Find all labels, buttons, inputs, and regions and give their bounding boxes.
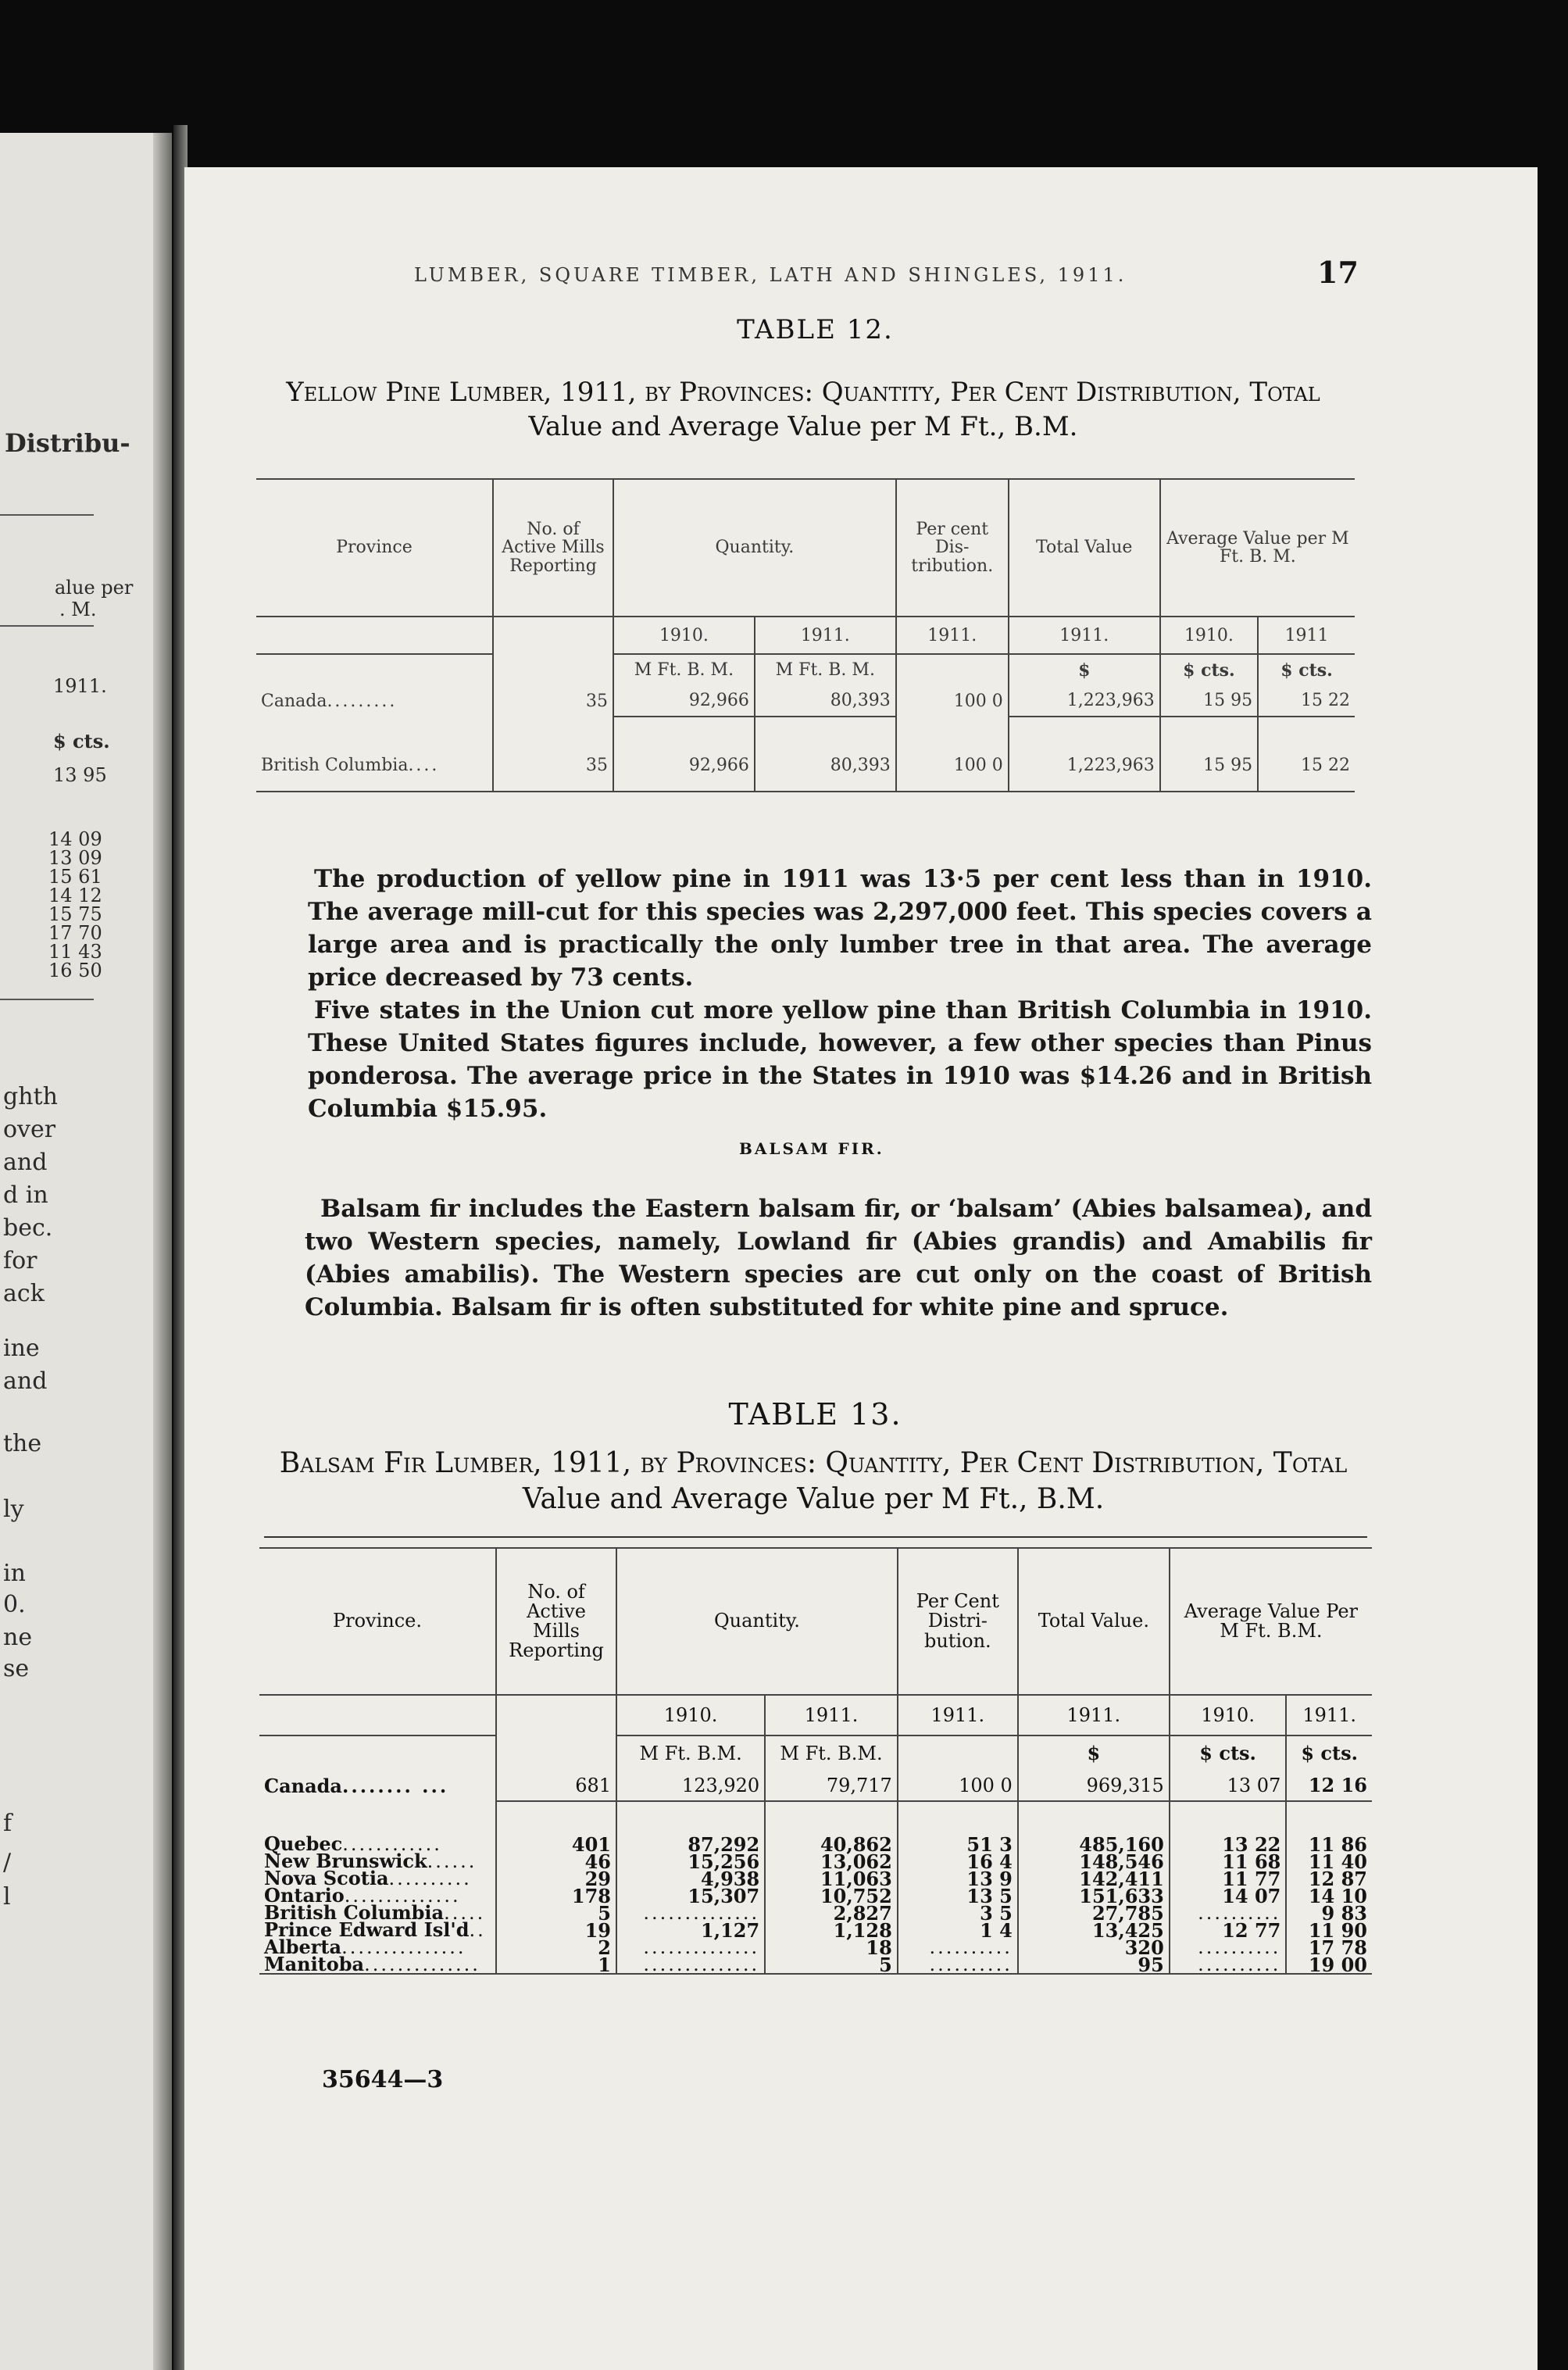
t13-cell-a1911: 19 00: [1286, 1956, 1372, 1974]
t13-province-name: Quebec: [264, 1832, 343, 1855]
t13-cell-q1911: 5: [765, 1956, 898, 1974]
t13-cell-total: 27,785: [1018, 1904, 1170, 1921]
t13-cell-pct: 13 9: [898, 1870, 1018, 1887]
t12-spacer: [493, 717, 613, 740]
t13-cell-province: Prince Edward Isl'd..: [264, 1918, 486, 1941]
t13-cell-a1910: 11 77: [1170, 1870, 1287, 1887]
left-value: 17 70: [48, 922, 102, 944]
left-unit: $ cts.: [53, 730, 110, 752]
t13-cell-pct: 13 5: [898, 1887, 1018, 1904]
t13-cell-pct: ..........: [898, 1956, 1018, 1974]
t12-cell-province: Canada.........: [261, 691, 398, 711]
t13-unit-a1910: $ cts.: [1170, 1735, 1287, 1770]
t12-spacer: [1258, 717, 1355, 740]
t12-unit-q1910: M Ft. B. M.: [613, 654, 755, 685]
t12-cell-mills: 35: [493, 685, 613, 717]
t13-cell-pct: ..........: [898, 1939, 1018, 1956]
t13-cell-q1910: ..............: [616, 1939, 765, 1956]
left-text-fragment: for: [3, 1247, 38, 1274]
t12-cell-total: 1,223,963: [1009, 685, 1160, 717]
left-text-fragment: se: [3, 1655, 30, 1682]
t12-spacer: [256, 717, 493, 740]
yellow-pine-paragraph-2: Five states in the Union cut more yellow pine than British Columbia in 1910. These United States figures include, however, a few other species than Pinus ponderosa. The average price in the States in 1910 was $14.26 and in British Columbia $15.95.: [308, 996, 1372, 1123]
left-text-fragment: ine: [3, 1335, 40, 1362]
left-text-fragment: 0.: [3, 1591, 26, 1618]
table13: [259, 1547, 1372, 1975]
t13-head-quantity: Quantity.: [616, 1548, 898, 1695]
left-year: 1911.: [53, 675, 107, 697]
t12-cell-q1910: 92,966: [613, 685, 755, 717]
left-rule: [0, 999, 94, 1000]
left-text-fragment: /: [3, 1849, 12, 1876]
t13-province-name: Alberta: [264, 1936, 342, 1958]
t13-unit-total: $: [1018, 1735, 1170, 1770]
t12-empty: [493, 617, 613, 654]
t12-cell-a1910: 15 95: [1160, 685, 1258, 717]
left-text-fragment: and: [3, 1367, 48, 1395]
t13-empty: [496, 1735, 616, 1770]
t13-spacer: [1286, 1801, 1372, 1836]
left-text-fragment: d in: [3, 1181, 48, 1209]
t13-cell-total: 148,546: [1018, 1853, 1170, 1870]
t13-cell-mills: 2: [496, 1939, 616, 1956]
t13-year-p1911: 1911.: [898, 1695, 1018, 1735]
t12-year-q1910: 1910.: [613, 617, 755, 654]
t12-head-avg-value: Average Value per M Ft. B. M.: [1160, 479, 1355, 617]
left-value: 15 75: [48, 903, 102, 925]
left-text-fragment: and: [3, 1149, 48, 1176]
t12-head-mills: No. of Active Mills Reporting: [493, 479, 613, 617]
t12-empty: [256, 617, 493, 654]
left-text-fragment: ack: [3, 1280, 45, 1307]
t13-empty: [259, 1735, 496, 1770]
t13-head-province: Province.: [332, 1610, 423, 1632]
t13-unit-a1911: $ cts.: [1286, 1735, 1372, 1770]
table13-caption-line2: Value and Average Value per M Ft., B.M.: [522, 1483, 1105, 1515]
table12-title: TABLE 12.: [737, 314, 894, 345]
t12-unit-a1910: $ cts.: [1160, 654, 1258, 685]
t13-cell-pct: 3 5: [898, 1904, 1018, 1921]
t13-cell-province: Alberta...............: [264, 1936, 466, 1958]
left-text-fragment: over: [3, 1116, 56, 1143]
t12-empty: [493, 654, 613, 685]
t13-year-q1910: 1910.: [616, 1695, 765, 1735]
left-text-fragment: f: [3, 1810, 13, 1837]
t13-cell-total: 320: [1018, 1939, 1170, 1956]
t12-province-name: British Columbia: [261, 756, 409, 775]
t13-spacer: [765, 1801, 898, 1836]
t13-year-t1911: 1911.: [1018, 1695, 1170, 1735]
t12-cell-a1910: 15 95: [1160, 740, 1258, 792]
t13-head-avg-value: Average Value Per M Ft. B.M.: [1170, 1548, 1372, 1695]
page-number: 17: [1317, 255, 1359, 290]
t13-cell-q1910: 123,920: [616, 1770, 765, 1801]
t13-cell-q1910: 15,307: [616, 1887, 765, 1904]
t12-unit-total: $: [1009, 654, 1160, 685]
left-value: 13 09: [48, 847, 102, 869]
t13-spacer: [616, 1801, 765, 1836]
left-value: 11 43: [48, 941, 102, 963]
t13-province-name: Canada: [264, 1774, 342, 1797]
t13-head-percent: Per Cent Distri-bution.: [898, 1548, 1018, 1695]
table-row: [259, 1956, 1372, 1974]
t13-cell-pct: 1 4: [898, 1921, 1018, 1939]
t12-cell-pct: 100 0: [896, 685, 1009, 717]
t13-cell-total: 95: [1018, 1956, 1170, 1974]
t13-cell-a1911: 12 87: [1286, 1870, 1372, 1887]
left-page-fragment: [0, 133, 172, 2370]
left-value: 13 95: [53, 764, 107, 786]
left-rule: [0, 625, 94, 627]
balsam-paragraph: Balsam fir includes the Eastern balsam fir, or ‘balsam’ (Abies balsamea), and two Western species, namely, Lowland fir (Abies grandis) and Amabilis fir (Abies amabilis). The Western species are cut only on the coast of British Columbia. Balsam fir is often substituted for white pine and spruce.: [305, 1195, 1372, 1321]
left-value: 16 50: [48, 960, 102, 981]
t13-cell-a1910: 13 07: [1170, 1770, 1287, 1801]
left-text-fragment: in: [3, 1560, 26, 1587]
t13-cell-q1910: 15,256: [616, 1853, 765, 1870]
t13-cell-q1911: 79,717: [765, 1770, 898, 1801]
t13-cell-a1910: 12 77: [1170, 1921, 1287, 1939]
left-fragment-distribu: Distribu-: [5, 428, 130, 458]
t12-unit-q1911: M Ft. B. M.: [755, 654, 896, 685]
t13-cell-q1911: 10,752: [765, 1887, 898, 1904]
t13-empty: [898, 1735, 1018, 1770]
t13-cell-pct: 16 4: [898, 1853, 1018, 1870]
left-text-fragment: bec.: [3, 1214, 53, 1242]
table12-caption-line2: Value and Average Value per M Ft., B.M.: [528, 411, 1078, 442]
t12-year-a1911: 1911: [1258, 617, 1355, 654]
t13-cell-mills: 178: [496, 1887, 616, 1904]
left-header-fragment-2: . M.: [59, 599, 97, 620]
t13-province-name: Nova Scotia: [264, 1867, 389, 1889]
t13-cell-mills: 681: [496, 1770, 616, 1801]
t13-cell-a1910: 13 22: [1170, 1836, 1287, 1853]
t13-cell-q1911: 2,827: [765, 1904, 898, 1921]
t12-head-province: Province: [336, 538, 413, 558]
t12-year-a1910: 1910.: [1160, 617, 1258, 654]
t12-empty: [896, 654, 1009, 685]
t13-cell-mills: 19: [496, 1921, 616, 1939]
t12-spacer: [896, 717, 1009, 740]
left-text-fragment: the: [3, 1430, 42, 1457]
t13-empty: [496, 1695, 616, 1735]
table-row: [259, 1770, 1372, 1801]
t13-head-mills: No. of Active Mills Reporting: [496, 1548, 616, 1695]
t13-spacer: [496, 1801, 616, 1836]
t12-cell-total: 1,223,963: [1009, 740, 1160, 792]
t12-head-quantity: Quantity.: [613, 479, 896, 617]
t13-cell-q1911: 1,128: [765, 1921, 898, 1939]
left-text-fragment: ne: [3, 1624, 33, 1651]
left-header-fragment-1: alue per: [55, 577, 134, 599]
t13-cell-total: 485,160: [1018, 1836, 1170, 1853]
t13-cell-mills: 46: [496, 1853, 616, 1870]
table13-title: TABLE 13.: [728, 1397, 902, 1432]
left-value: 14 12: [48, 885, 102, 906]
t13-cell-q1911: 40,862: [765, 1836, 898, 1853]
t12-year-t1911: 1911.: [1009, 617, 1160, 654]
t13-head-total-value: Total Value.: [1018, 1548, 1170, 1695]
t12-cell-province: British Columbia....: [261, 756, 440, 775]
t13-cell-a1910: ..........: [1170, 1956, 1287, 1974]
balsam-heading: BALSAM FIR.: [739, 1139, 884, 1158]
t13-cell-total: 142,411: [1018, 1870, 1170, 1887]
t12-spacer: [1009, 717, 1160, 740]
t13-unit-q1910: M Ft. B.M.: [616, 1735, 765, 1770]
t13-cell-q1911: 18: [765, 1939, 898, 1956]
t12-spacer: [1160, 717, 1258, 740]
t12-year-q1911: 1911.: [755, 617, 896, 654]
yellow-pine-text: [308, 863, 1372, 1125]
t13-cell-province: Canada........ ...: [264, 1774, 449, 1797]
t12-cell-a1911: 15 22: [1258, 685, 1355, 717]
table12: [256, 478, 1355, 792]
t13-cell-pct: 100 0: [898, 1770, 1018, 1801]
t13-unit-q1911: M Ft. B.M.: [765, 1735, 898, 1770]
table13-top-rule: [264, 1536, 1367, 1538]
t13-cell-a1910: ..........: [1170, 1904, 1287, 1921]
t12-cell-mills: 35: [493, 740, 613, 792]
t13-cell-q1910: 87,292: [616, 1836, 765, 1853]
t13-province-name: Manitoba: [264, 1953, 365, 1975]
t13-cell-total: 151,633: [1018, 1887, 1170, 1904]
t13-spacer: [1018, 1801, 1170, 1836]
t13-cell-province: New Brunswick......: [264, 1850, 477, 1872]
t13-cell-q1911: 13,062: [765, 1853, 898, 1870]
t13-cell-a1911: 11 40: [1286, 1853, 1372, 1870]
t13-year-a1911: 1911.: [1286, 1695, 1372, 1735]
t12-cell-pct: 100 0: [896, 740, 1009, 792]
t13-province-name: New Brunswick: [264, 1850, 427, 1872]
t13-cell-q1910: 1,127: [616, 1921, 765, 1939]
t13-cell-province: Manitoba..............: [264, 1953, 480, 1975]
t13-cell-total: 969,315: [1018, 1770, 1170, 1801]
balsam-text: [305, 1192, 1372, 1324]
t12-spacer: [613, 717, 755, 740]
left-text-fragment: ghth: [3, 1083, 58, 1110]
t13-cell-a1911: 11 86: [1286, 1836, 1372, 1853]
left-text-fragment: ly: [3, 1496, 24, 1523]
table12-caption-line1: Yellow Pine Lumber, 1911, by Provinces: Quantity, Per Cent Distribution, Total: [286, 377, 1320, 408]
footer-code: 35644—3: [322, 2066, 444, 2093]
t13-cell-province: Quebec............: [264, 1832, 442, 1855]
t13-cell-a1911: 17 78: [1286, 1939, 1372, 1956]
t13-cell-pct: 51 3: [898, 1836, 1018, 1853]
t13-year-a1910: 1910.: [1170, 1695, 1287, 1735]
t12-cell-q1911: 80,393: [755, 685, 896, 717]
t13-cell-a1910: 11 68: [1170, 1853, 1287, 1870]
t13-cell-mills: 401: [496, 1836, 616, 1853]
left-binding-shadow: [153, 133, 172, 2370]
t12-empty: [256, 654, 493, 685]
t13-empty: [259, 1695, 496, 1735]
t13-cell-mills: 1: [496, 1956, 616, 1974]
t13-cell-province: Ontario..............: [264, 1884, 461, 1907]
t13-cell-q1910: 4,938: [616, 1870, 765, 1887]
t13-province-name: Prince Edward Isl'd: [264, 1918, 470, 1941]
t12-head-total-value: Total Value: [1009, 479, 1160, 617]
t13-cell-mills: 29: [496, 1870, 616, 1887]
left-rule: [0, 514, 94, 516]
left-value: 14 09: [48, 828, 102, 850]
left-value: 15 61: [48, 866, 102, 888]
t13-cell-province: Nova Scotia..........: [264, 1867, 472, 1889]
t13-spacer: [259, 1801, 496, 1836]
t12-cell-a1911: 15 22: [1258, 740, 1355, 792]
t13-cell-a1911: 14 10: [1286, 1887, 1372, 1904]
t13-province-name: Ontario: [264, 1884, 345, 1907]
t12-year-p1911: 1911.: [896, 617, 1009, 654]
t13-cell-total: 13,425: [1018, 1921, 1170, 1939]
t12-unit-a1911: $ cts.: [1258, 654, 1355, 685]
table-row: [256, 685, 1355, 717]
t12-head-percent: Per cent Dis-tribution.: [896, 479, 1009, 617]
t13-cell-q1910: ..............: [616, 1904, 765, 1921]
t13-cell-mills: 5: [496, 1904, 616, 1921]
t13-year-q1911: 1911.: [765, 1695, 898, 1735]
t13-province-name: British Columbia: [264, 1901, 445, 1924]
t12-cell-q1911: 80,393: [755, 740, 896, 792]
t13-cell-q1910: ..............: [616, 1956, 765, 1974]
t13-spacer: [1170, 1801, 1287, 1836]
yellow-pine-paragraph-1: The production of yellow pine in 1911 was 13·5 per cent less than in 1910. The average mill-cut for this species was 2,297,000 feet. This species covers a large area and is practically the only lumber tree in that area. The average price decreased by 73 cents.: [308, 865, 1372, 992]
t13-cell-province: British Columbia.....: [264, 1901, 486, 1924]
t13-spacer: [898, 1801, 1018, 1836]
t13-cell-a1911: 9 83: [1286, 1904, 1372, 1921]
t12-province-name: Canada: [261, 691, 327, 711]
t12-cell-q1910: 92,966: [613, 740, 755, 792]
table-row: [256, 740, 1355, 792]
t13-cell-a1911: 11 90: [1286, 1921, 1372, 1939]
running-header: LUMBER, SQUARE TIMBER, LATH AND SHINGLES, 1911.: [414, 264, 1127, 286]
t12-spacer: [755, 717, 896, 740]
table13-caption-line1: Balsam Fir Lumber, 1911, by Provinces: Quantity, Per Cent Distribution, Total: [279, 1447, 1348, 1479]
t13-cell-a1910: 14 07: [1170, 1887, 1287, 1904]
left-text-fragment: l: [3, 1883, 11, 1911]
t13-cell-q1911: 11,063: [765, 1870, 898, 1887]
t13-cell-a1911: 12 16: [1286, 1770, 1372, 1801]
t13-cell-a1910: ..........: [1170, 1939, 1287, 1956]
